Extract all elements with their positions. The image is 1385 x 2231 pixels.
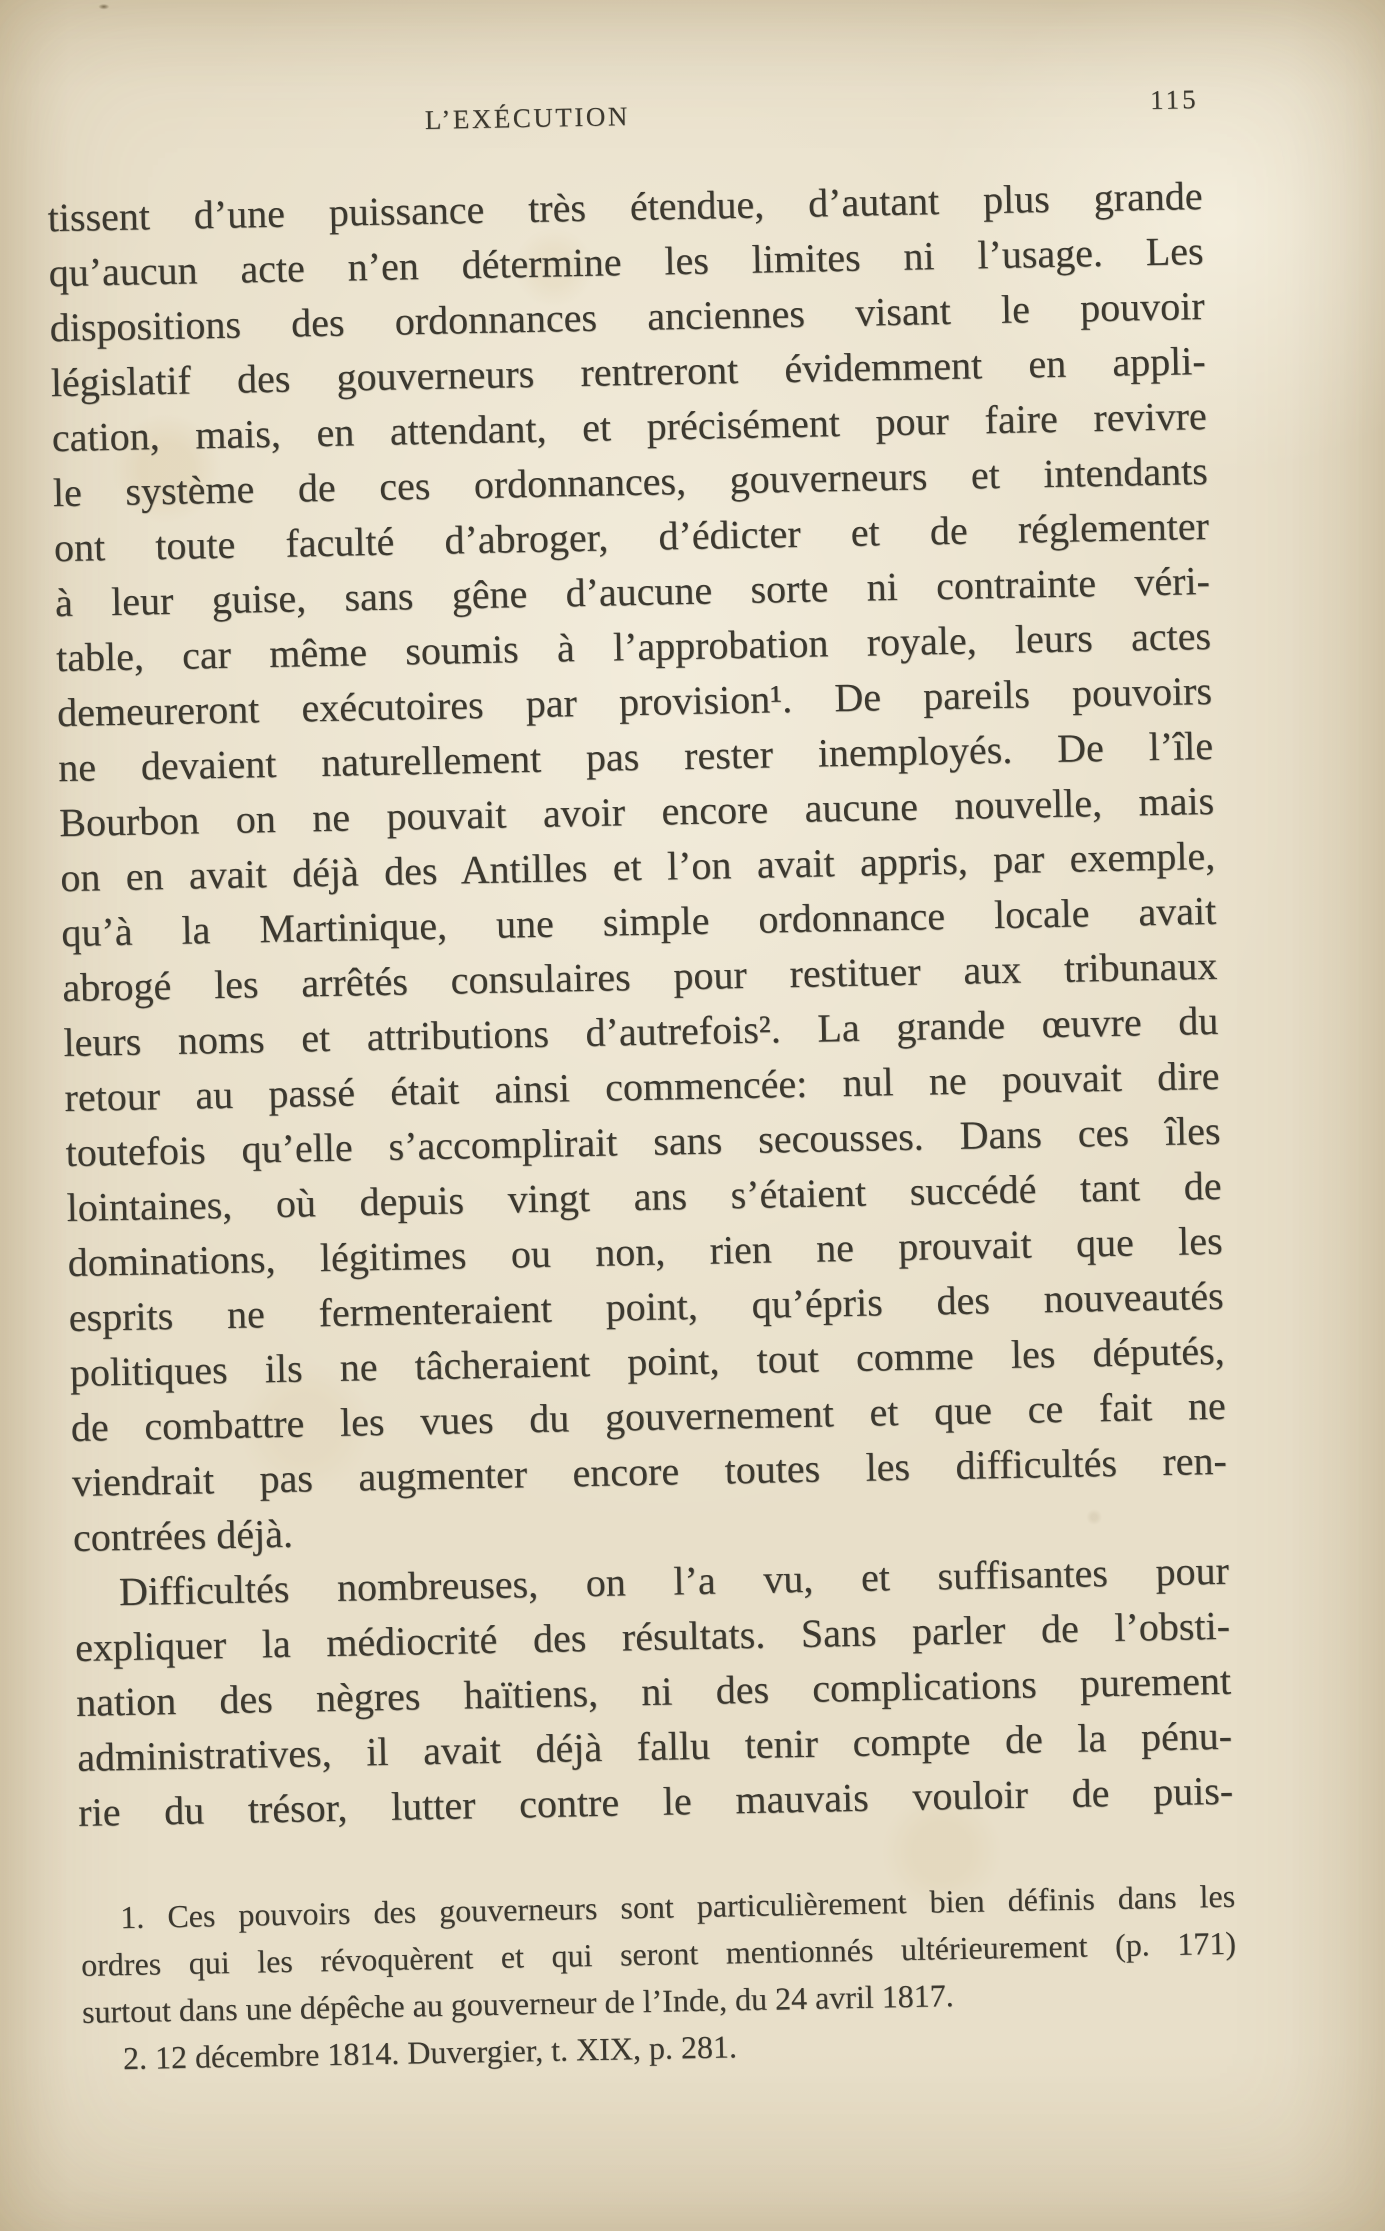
page-number: 115 [1149,84,1199,116]
text-line: viendrait pas augmenter encore toutes les difficultés ren- [71,1437,1228,1505]
text-line: tissent d’une puissance très étendue, d’autant plus grande [47,173,1203,241]
text-line: dispositions des ordonnances anciennes visant le pouvoir [49,283,1205,351]
text-line: législatif des gouverneurs rentreront évidemment en appli- [50,338,1207,406]
running-header [46,86,1202,146]
text-line: de combattre les vues du gouvernement et que ce fait ne [70,1382,1227,1450]
text-line: rie du trésor, lutter contre le mauvais vouloir de puis- [77,1767,1234,1835]
body-text [47,168,1233,1840]
text-line: demeureront exécutoires par provision¹. De pareils pouvoirs [56,667,1213,736]
text-line: toutefois qu’elle s’accomplirait sans secousses. Dans ces îles [65,1107,1221,1176]
text-line: ne devaient naturellement pas rester inemployés. De l’île [57,722,1214,791]
text-line: politiques ils ne tâcheraient point, tout comme les députés, [69,1327,1226,1395]
text-line: cation, mais, en attendant, et précisément pour faire revivre [51,393,1208,461]
text-line: expliquer la médiocrité des résultats. Sans parler de l’obsti- [74,1602,1231,1670]
text-line: on en avait déjà des Antilles et l’on avait appris, par exemple, [59,832,1216,901]
footnote-line: surtout dans une dépêche au gouverneur de l’Inde, du 24 avril 1817. [81,1977,955,2030]
text-line: nation des nègres haïtiens, ni des complications purement [75,1657,1232,1725]
paragraph [74,1543,1234,1840]
text-line: administratives, il avait déjà fallu tenir compte de la pénu- [76,1712,1233,1780]
text-line: leurs noms et attributions d’autrefois². La grande œuvre du [63,997,1219,1066]
text-line: table, car même soumis à l’approbation royale, leurs actes [55,612,1212,681]
footnote-line: 1. Ces pouvoirs des gouverneurs sont particulièrement bien définis dans les [119,1877,1236,1936]
text-line: contrées déjà. [72,1510,294,1560]
text-line: dominations, légitimes ou non, rien ne prouvait que les [67,1217,1223,1286]
text-line: qu’aucun acte n’en détermine les limites ni l’usage. Les [48,228,1204,296]
text-line: le système de ces ordonnances, gouverneurs et intendants [52,447,1209,516]
text-line: Difficultés nombreuses, on l’a vu, et suffisantes pour [118,1547,1230,1615]
text-line: ont toute faculté d’abroger, d’édicter et de réglementer [53,502,1210,571]
text-line: retour au passé était ainsi commencée: nul ne pouvait dire [64,1052,1220,1121]
text-line: abrogé les arrêtés consulaires pour restituer aux tribunaux [61,942,1218,1011]
text-line: Bourbon on ne pouvait avoir encore aucune nouvelle, mais [58,777,1215,846]
footnote-line: 2. 12 décembre 1814. Duvergier, t. XIX, p. 281. [122,2028,738,2077]
text-line: lointaines, où depuis vingt ans s’étaient succédé tant de [66,1162,1222,1231]
paragraph [47,168,1228,1565]
footnotes [80,1873,1238,2083]
text-line: qu’à la Martinique, une simple ordonnance locale avait [60,887,1217,956]
page-title: L’EXÉCUTION [424,101,631,135]
footnote [80,1873,1237,2036]
text-line: esprits ne fermenteraient point, qu’épris des nouveautés [68,1272,1224,1341]
footnote-line: ordres qui les révoquèrent et qui seront mentionnés ultérieurement (p. 171) [80,1924,1237,1983]
text-line: à leur guise, sans gêne d’aucune sorte ni contrainte véri- [54,557,1211,626]
